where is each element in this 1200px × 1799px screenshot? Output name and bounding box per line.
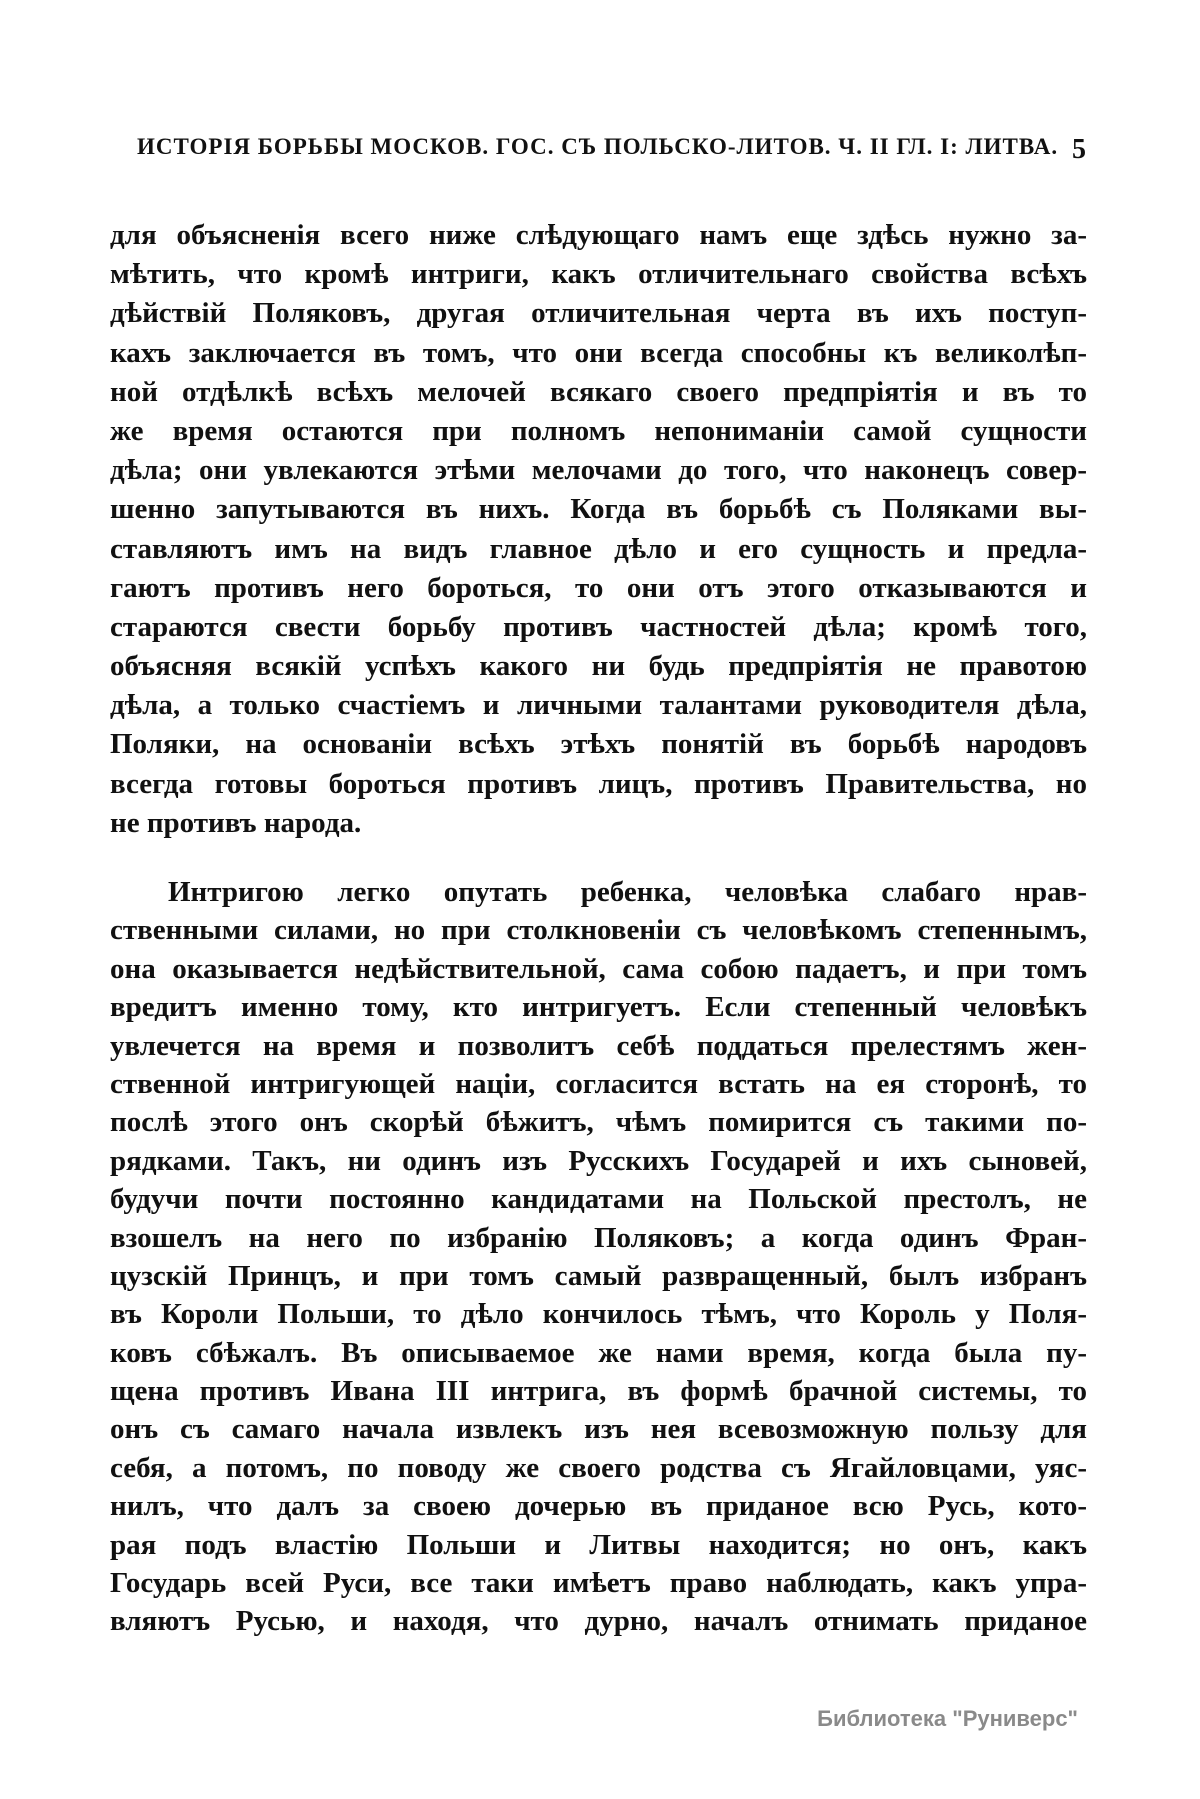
paragraph-1 — [110, 216, 1087, 843]
text-line: не противъ народа. — [110, 806, 362, 839]
text-line: рая подъ властію Польши и Литвы находится; но онъ, какъ — [110, 1528, 1087, 1561]
text-line: вляютъ Русью, и находя, что дурно, началъ отнимать приданое — [110, 1605, 1087, 1638]
text-line: дѣла; они увлекаются этѣми мелочами до того, что наконецъ совер- — [110, 454, 1087, 487]
text-line: всегда готовы бороться противъ лицъ, противъ Правительства, но — [110, 767, 1087, 800]
text-line: послѣ этого онъ скорѣй бѣжитъ, чѣмъ помирится съ такими по- — [110, 1106, 1087, 1139]
text-line: стараются свести борьбу противъ частностей дѣла; кромѣ того, — [110, 610, 1087, 643]
text-line: Поляки, на основаніи всѣхъ этѣхъ понятій въ борьбѣ народовъ — [110, 728, 1087, 761]
text-line: для объясненія всего ниже слѣдующаго намъ еще здѣсь нужно за- — [110, 219, 1087, 251]
text-line: вредитъ именно тому, кто интригуетъ. Если степенный человѣкъ — [110, 991, 1087, 1024]
text-line: щена противъ Ивана III интрига, въ формѣ брачной системы, то — [110, 1375, 1087, 1408]
text-line: Интригою легко опутать ребенка, человѣка слабаго нрав- — [168, 876, 1087, 908]
text-line: себя, а потомъ, по поводу же своего родства съ Ягайловцами, уяс- — [110, 1451, 1087, 1484]
library-watermark: Библиотека "Руниверс" — [817, 1706, 1078, 1731]
text-line: мѣтить, что кромѣ интриги, какъ отличительнаго свойства всѣхъ — [110, 258, 1087, 291]
running-header — [137, 134, 1087, 166]
text-line: увлечется на время и позволитъ себѣ поддаться прелестямъ жен- — [110, 1029, 1087, 1062]
paragraph-2 — [110, 873, 1087, 1641]
text-line: гаютъ противъ него бороться, то они отъ этого отказываются и — [110, 571, 1087, 604]
text-line: шенно запутываются въ нихъ. Когда въ борьбѣ съ Поляками вы- — [110, 493, 1087, 526]
text-line: ставляютъ имъ на видъ главное дѣло и его сущность и предла- — [110, 532, 1087, 565]
text-line: ственной интригующей націи, согласится встать на ея сторонѣ, то — [110, 1067, 1087, 1100]
text-line: ной отдѣлкѣ всѣхъ мелочей всякаго своего предпріятія и въ то — [110, 375, 1087, 408]
text-line: ственными силами, но при столкновеніи съ человѣкомъ степеннымъ, — [110, 914, 1087, 947]
text-line: же время остаются при полномъ непониманіи самой сущности — [110, 414, 1087, 447]
text-line: взошелъ на него по избранію Поляковъ; а когда одинъ Фран- — [110, 1221, 1087, 1254]
running-title: ИСТОРІЯ БОРЬБЫ МОСКОВ. ГОС. СЪ ПОЛЬСКО-ЛИТОВ. Ч. II ГЛ. I: ЛИТВА. — [137, 134, 1059, 159]
text-line: она оказывается недѣйствительной, сама собою падаетъ, и при томъ — [110, 952, 1087, 985]
text-line: объясняя всякій успѣхъ какого ни будь предпріятія не правотою — [110, 650, 1087, 683]
text-line: дѣйствій Поляковъ, другая отличительная черта въ ихъ поступ- — [110, 297, 1087, 330]
text-line: дѣла, а только счастіемъ и личными талантами руководителя дѣла, — [110, 689, 1087, 722]
text-line: въ Короли Польши, то дѣло кончилось тѣмъ, что Король у Поля- — [110, 1298, 1087, 1331]
text-line: цузскій Принцъ, и при томъ самый развращенный, былъ избранъ — [110, 1259, 1087, 1292]
page-number: 5 — [1072, 134, 1087, 165]
text-line: Государь всей Руси, все таки имѣетъ право наблюдать, какъ упра- — [110, 1567, 1087, 1600]
text-line: нилъ, что далъ за своею дочерью въ приданое всю Русь, кото- — [110, 1490, 1087, 1523]
text-line: кахъ заключается въ томъ, что они всегда способны къ великолѣп- — [110, 336, 1087, 369]
text-line: будучи почти постоянно кандидатами на Польской престолъ, не — [110, 1183, 1087, 1216]
text-line: рядками. Такъ, ни одинъ изъ Русскихъ Государей и ихъ сыновей, — [110, 1144, 1087, 1177]
text-line: онъ съ самаго начала извлекъ изъ нея всевозможную пользу для — [110, 1413, 1087, 1446]
text-line: ковъ сбѣжалъ. Въ описываемое же нами время, когда была пу- — [110, 1336, 1087, 1369]
